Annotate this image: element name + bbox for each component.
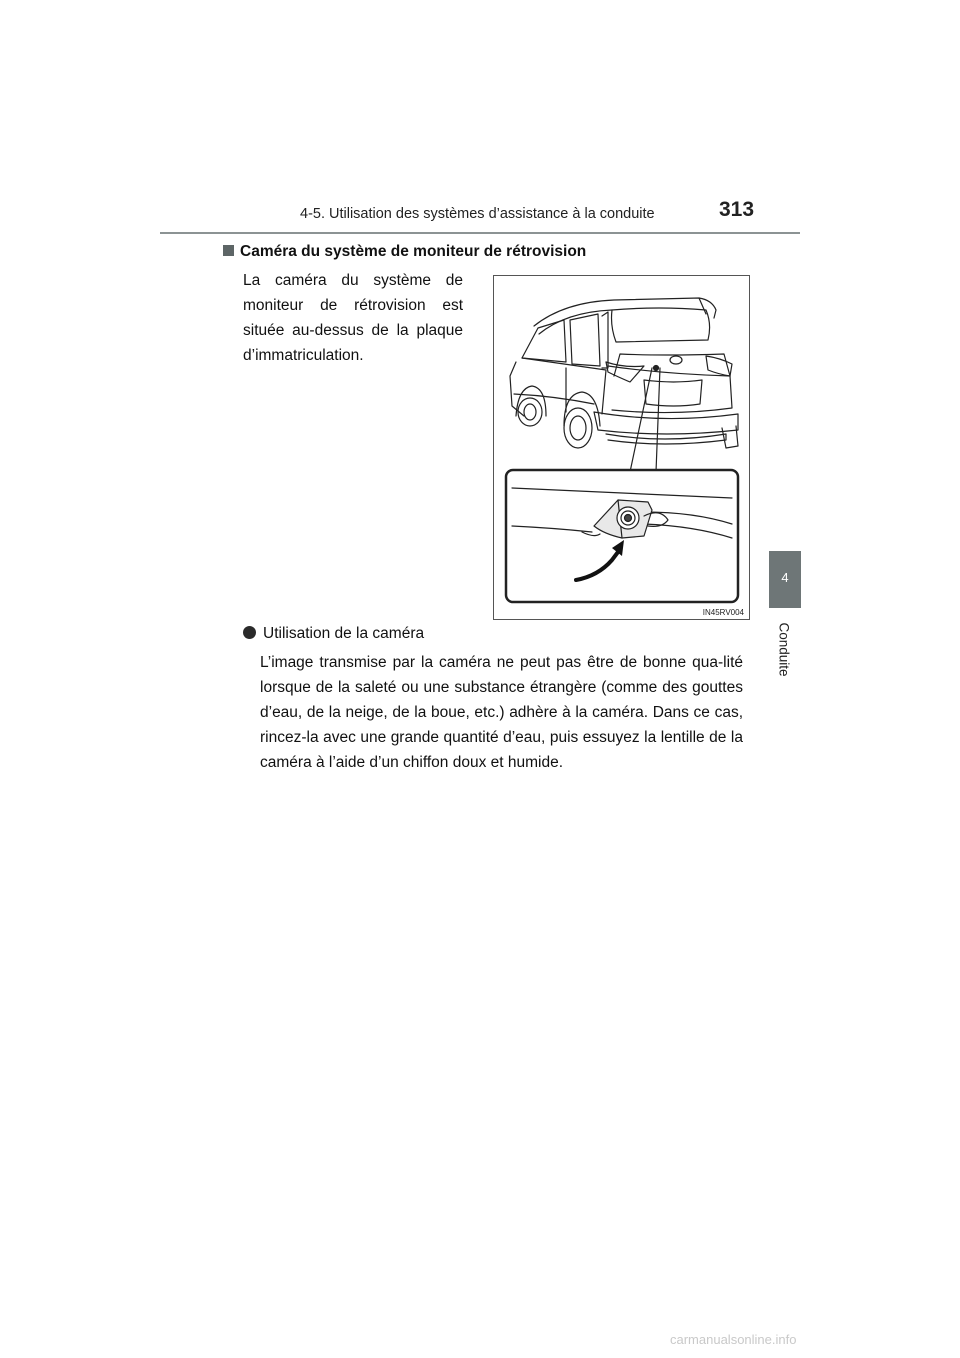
square-bullet-icon: [223, 245, 234, 256]
chapter-tab-label: Conduite: [776, 622, 792, 677]
page-number: 313: [719, 198, 755, 221]
round-bullet-icon: [243, 626, 256, 639]
chapter-tab: [769, 551, 801, 608]
watermark: carmanualsonline.info: [670, 1332, 797, 1347]
item-heading-text: Utilisation de la caméra: [263, 625, 425, 642]
header-divider: [160, 232, 800, 234]
item-heading: [243, 625, 424, 643]
intro-paragraph: La caméra du système de moniteur de rétrovision est située au-dessus de la plaque d’immatriculation.: [243, 272, 463, 364]
car-rear-camera-illustration: [494, 276, 749, 619]
figure-code: IN45RV004: [702, 608, 744, 617]
section-title-text: Caméra du système de moniteur de rétrovision: [240, 243, 587, 260]
section-title: [223, 243, 586, 261]
camera-location-figure: [493, 275, 750, 620]
item-body-paragraph: L’image transmise par la caméra ne peut pas être de bonne qua-lité lorsque de la saleté ou une substance étrangère (comme des gouttes d’eau, de la neige, de la boue, etc.) adhère à la caméra. Dans ce cas, rincez-la avec une grande quantité d’eau, puis essuyez la lentille de la caméra à l’aide d’un chiffon doux et humide.: [260, 654, 743, 771]
chapter-header: 4-5. Utilisation des systèmes d’assistance à la conduite: [300, 206, 655, 222]
chapter-tab-number: 4: [781, 570, 789, 585]
